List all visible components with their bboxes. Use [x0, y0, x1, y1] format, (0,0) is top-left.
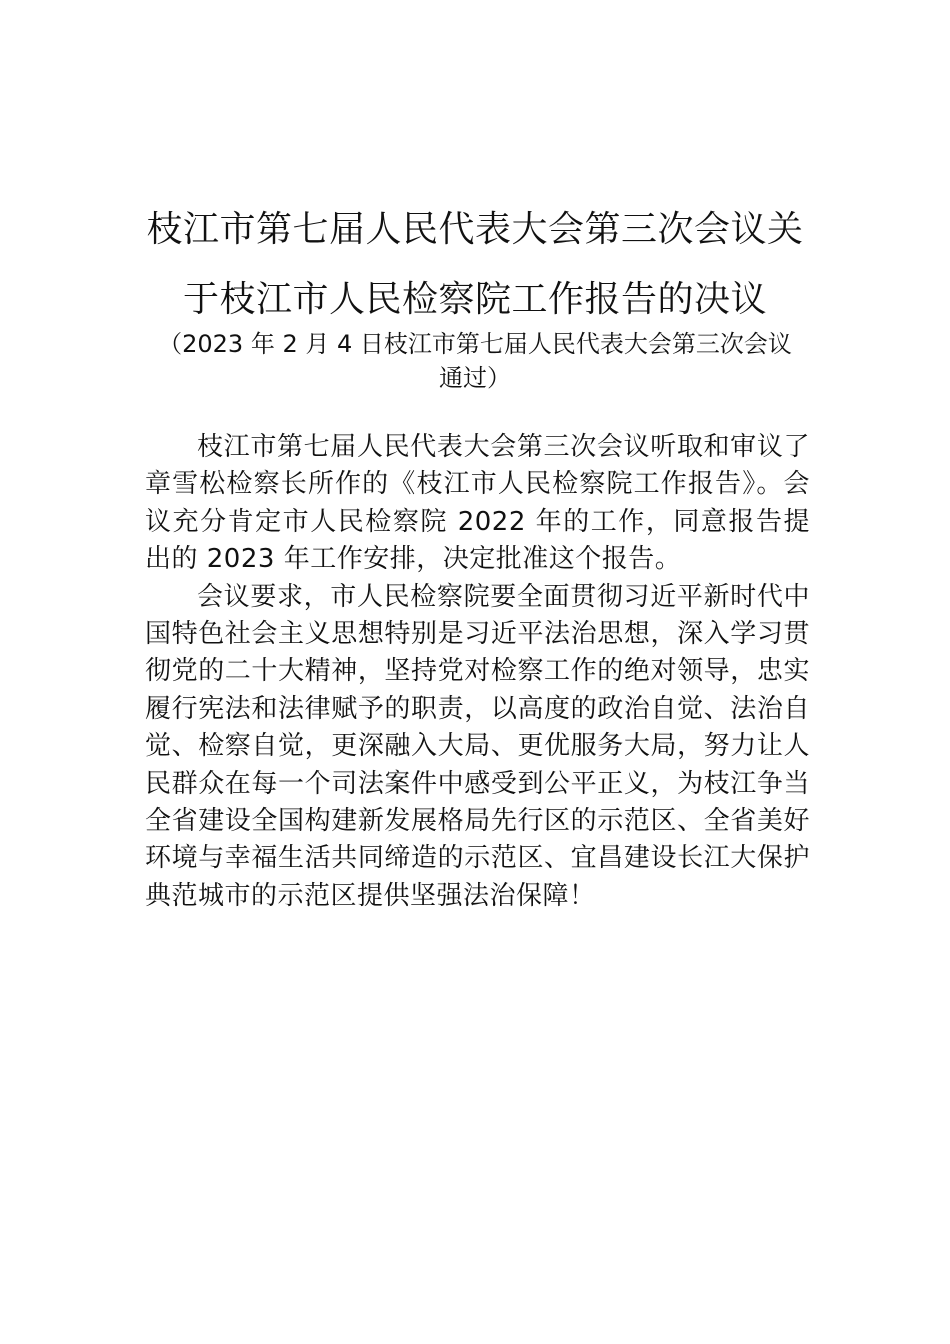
body-paragraph-1: 枝江市第七届人民代表大会第三次会议听取和审议了章雪松检察长所作的《枝江市人民检察院工作报告》。会议充分肯定市人民检察院 2022 年的工作，同意报告提出的 2023 年工作安排，决定批准这个报告。	[145, 432, 810, 575]
document-title	[120, 195, 830, 335]
subtitle-line-1: （2023 年 2 月 4 日枝江市第七届人民代表大会第三次会议	[158, 330, 792, 358]
subtitle-line-2: 通过）	[439, 364, 511, 392]
document-body	[145, 429, 810, 915]
document-subtitle	[140, 327, 810, 395]
title-line-1: 枝江市第七届人民代表大会第三次会议关	[146, 209, 804, 250]
body-paragraph-2: 会议要求，市人民检察院要全面贯彻习近平新时代中国特色社会主义思想特别是习近平法治思想，深入学习贯彻党的二十大精神，坚持党对检察工作的绝对领导，忠实履行宪法和法律赋予的职责，以高度的政治自觉、法治自觉、检察自觉，更深融入大局、更优服务大局，努力让人民群众在每一个司法案件中感受到公平正义，为枝江争当全省建设全国构建新发展格局先行区的示范区、全省美好环境与幸福生活共同缔造的示范区、宜昌建设长江大保护典范城市的示范区提供坚强法治保障！	[145, 581, 810, 911]
title-line-2: 于枝江市人民检察院工作报告的决议	[182, 279, 767, 320]
